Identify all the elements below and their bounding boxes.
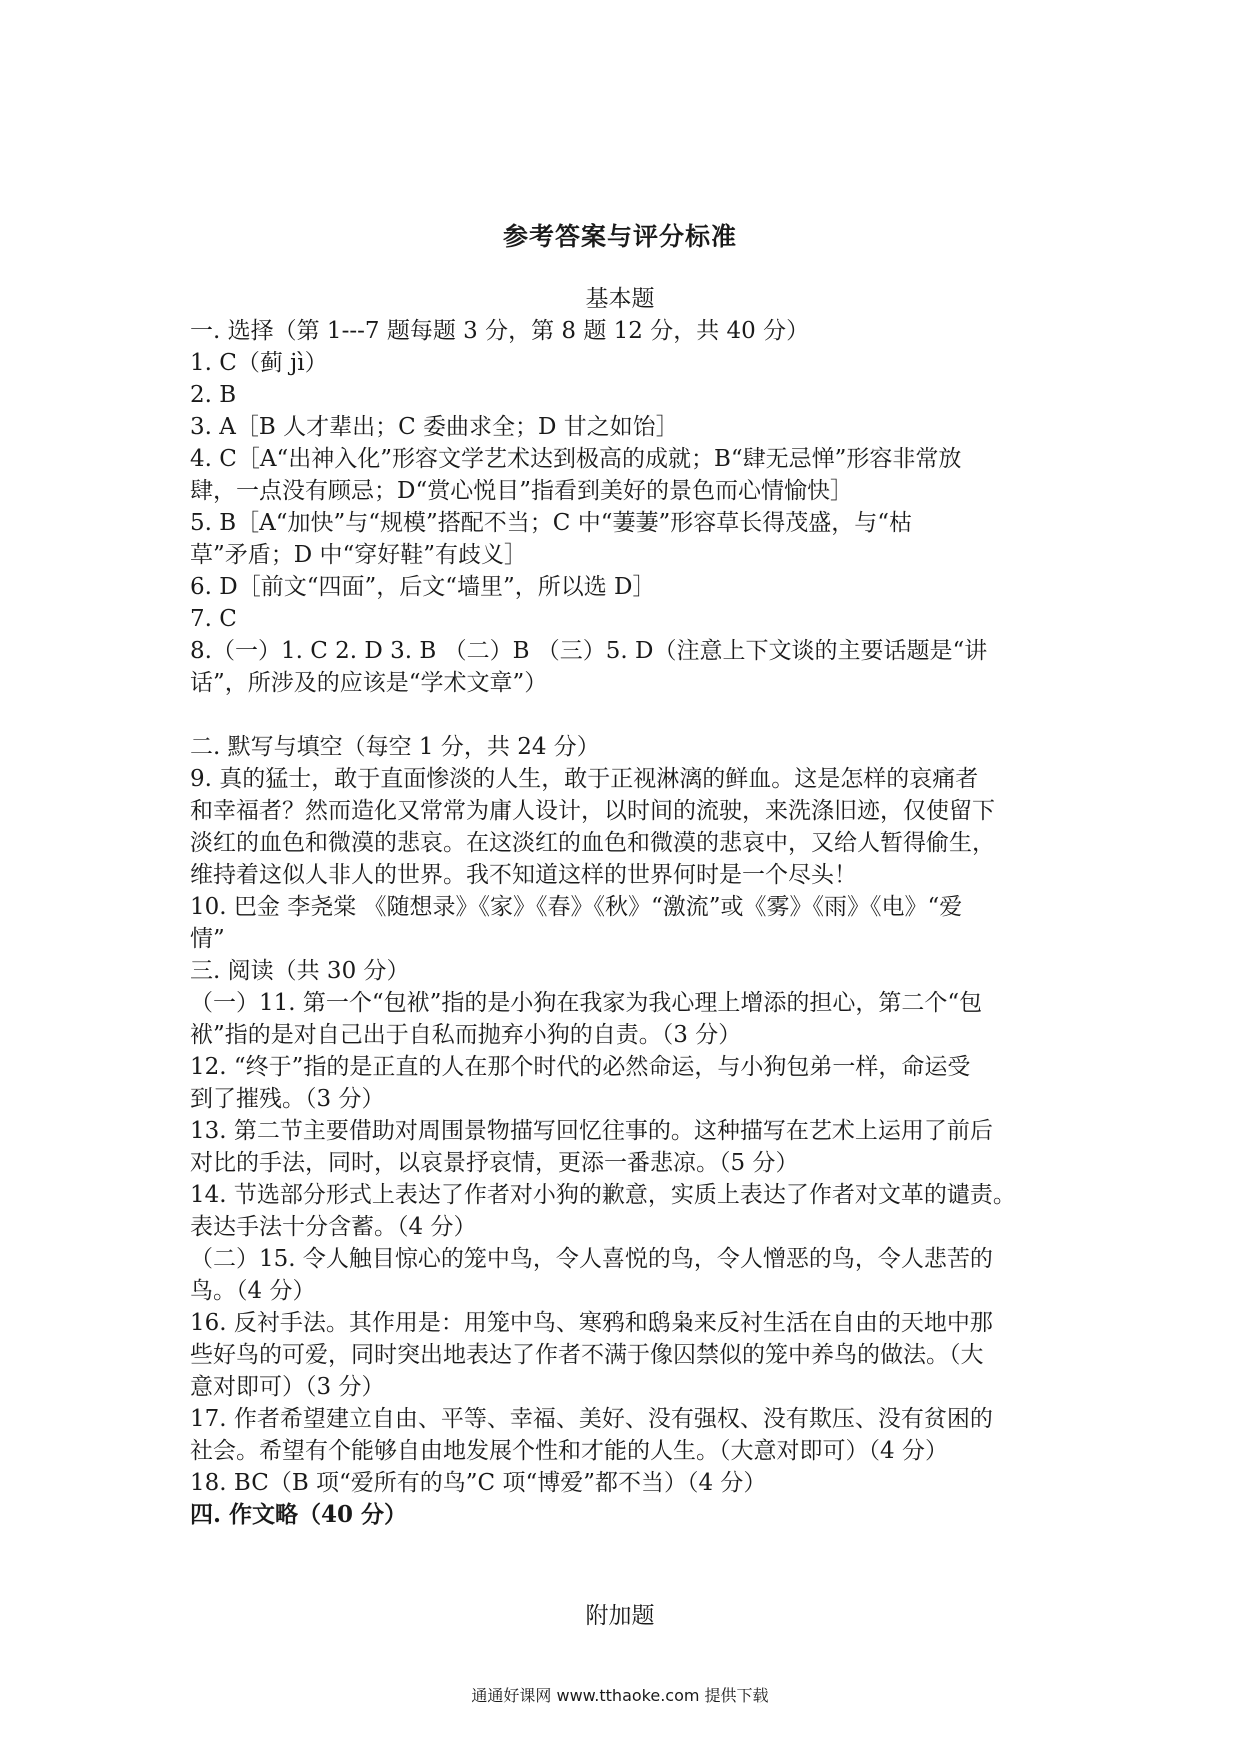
answer-line: 16. 反衬手法。其作用是：用笼中鸟、寒鸦和鸱枭来反衬生活在自由的天地中那 — [190, 1310, 993, 1336]
answer-line: 袱”指的是对自己出于自私而抛弃小狗的自责。（3 分） — [190, 1022, 742, 1048]
section-heading-essay: 四. 作文略（40 分） — [190, 1501, 408, 1528]
answer-line: 13. 第二节主要借助对周围景物描写回忆往事的。这种描写在艺术上运用了前后 — [190, 1118, 993, 1144]
answer-line: 18. BC（B 项“爱所有的鸟”C 项“博爱”都不当）（4 分） — [190, 1470, 767, 1496]
answer-line: 12. “终于”指的是正直的人在那个时代的必然命运，与小狗包弟一样，命运受 — [190, 1054, 971, 1080]
answer-line: 情” — [190, 926, 225, 952]
answer-line: 9. 真的猛士，敢于直面惨淡的人生，敢于正视淋漓的鲜血。这是怎样的哀痛者 — [190, 766, 979, 792]
answer-line: 话”，所涉及的应该是“学术文章”） — [190, 670, 548, 696]
section-heading-reading: 三. 阅读（共 30 分） — [190, 958, 410, 984]
section-heading-choice: 一. 选择（第 1---7 题每题 3 分，第 8 题 12 分，共 40 分） — [190, 318, 810, 344]
answer-line: 草”矛盾；D 中“穿好鞋”有歧义］ — [190, 542, 528, 568]
section-heading-annex: 附加题 — [585, 1603, 655, 1629]
answer-line: 14. 节选部分形式上表达了作者对小狗的歉意，实质上表达了作者对文革的谴责。 — [190, 1182, 1016, 1208]
answer-line: 10. 巴金 李尧棠 《随想录》《家》《春》《秋》“激流”或《雾》《雨》《电》“爱 — [190, 894, 963, 920]
answer-line: 4. C［A“出神入化”形容文学艺术达到极高的成就；B“肆无忌惮”形容非常放 — [190, 446, 962, 472]
section-heading-basic: 基本题 — [585, 286, 655, 312]
answer-line: （二）15. 令人触目惊心的笼中鸟，令人喜悦的鸟，令人憎恶的鸟，令人悲苦的 — [190, 1246, 993, 1272]
answer-line: 维持着这似人非人的世界。我不知道这样的世界何时是一个尽头！ — [190, 862, 857, 888]
answer-line: （一）11. 第一个“包袱”指的是小狗在我家为我心理上增添的担心，第二个“包 — [190, 990, 983, 1016]
page-footer: 通通好课网 www.tthaoke.com 提供下载 — [471, 1686, 769, 1705]
answer-line: 7. C — [190, 606, 237, 632]
section-heading-fill: 二. 默写与填空（每空 1 分，共 24 分） — [190, 734, 600, 760]
answer-body — [190, 315, 1050, 1531]
document-page — [190, 0, 1050, 1754]
answer-line: 3. A［B 人才辈出；C 委曲求全；D 甘之如饴］ — [190, 414, 679, 440]
answer-line: 8.（一）1. C 2. D 3. B （二）B （三）5. D（注意上下文谈的主要话题是“讲 — [190, 638, 988, 664]
answer-line: 肆，一点没有顾忌；D“赏心悦目”指看到美好的景色而心情愉快］ — [190, 478, 853, 504]
blank-line — [190, 699, 1050, 731]
page-title: 参考答案与评分标准 — [502, 222, 737, 251]
answer-line: 意对即可）（3 分） — [190, 1374, 385, 1400]
answer-line: 些好鸟的可爱，同时突出地表达了作者不满于像囚禁似的笼中养鸟的做法。（大 — [190, 1342, 984, 1368]
answer-line: 17. 作者希望建立自由、平等、幸福、美好、没有强权、没有欺压、没有贫困的 — [190, 1406, 993, 1432]
answer-line: 到了摧残。（3 分） — [190, 1086, 385, 1112]
answer-line: 6. D［前文“四面”，后文“墙里”，所以选 D］ — [190, 574, 656, 600]
answer-line: 和幸福者？然而造化又常常为庸人设计，以时间的流驶，来洗涤旧迹，仅使留下 — [190, 798, 995, 824]
answer-line: 鸟。（4 分） — [190, 1278, 316, 1304]
answer-line: 淡红的血色和微漠的悲哀。在这淡红的血色和微漠的悲哀中，又给人暂得偷生， — [190, 830, 995, 856]
answer-line: 表达手法十分含蓄。（4 分） — [190, 1214, 477, 1240]
answer-line: 5. B［A“加快”与“规模”搭配不当；C 中“萋萋”形容草长得茂盛，与“枯 — [190, 510, 912, 536]
answer-line: 2. B — [190, 382, 237, 408]
answer-line: 1. C（蓟 jì） — [190, 350, 328, 376]
answer-line: 社会。希望有个能够自由地发展个性和才能的人生。（大意对即可）（4 分） — [190, 1438, 948, 1464]
answer-line: 对比的手法，同时，以哀景抒哀情，更添一番悲凉。（5 分） — [190, 1150, 799, 1176]
